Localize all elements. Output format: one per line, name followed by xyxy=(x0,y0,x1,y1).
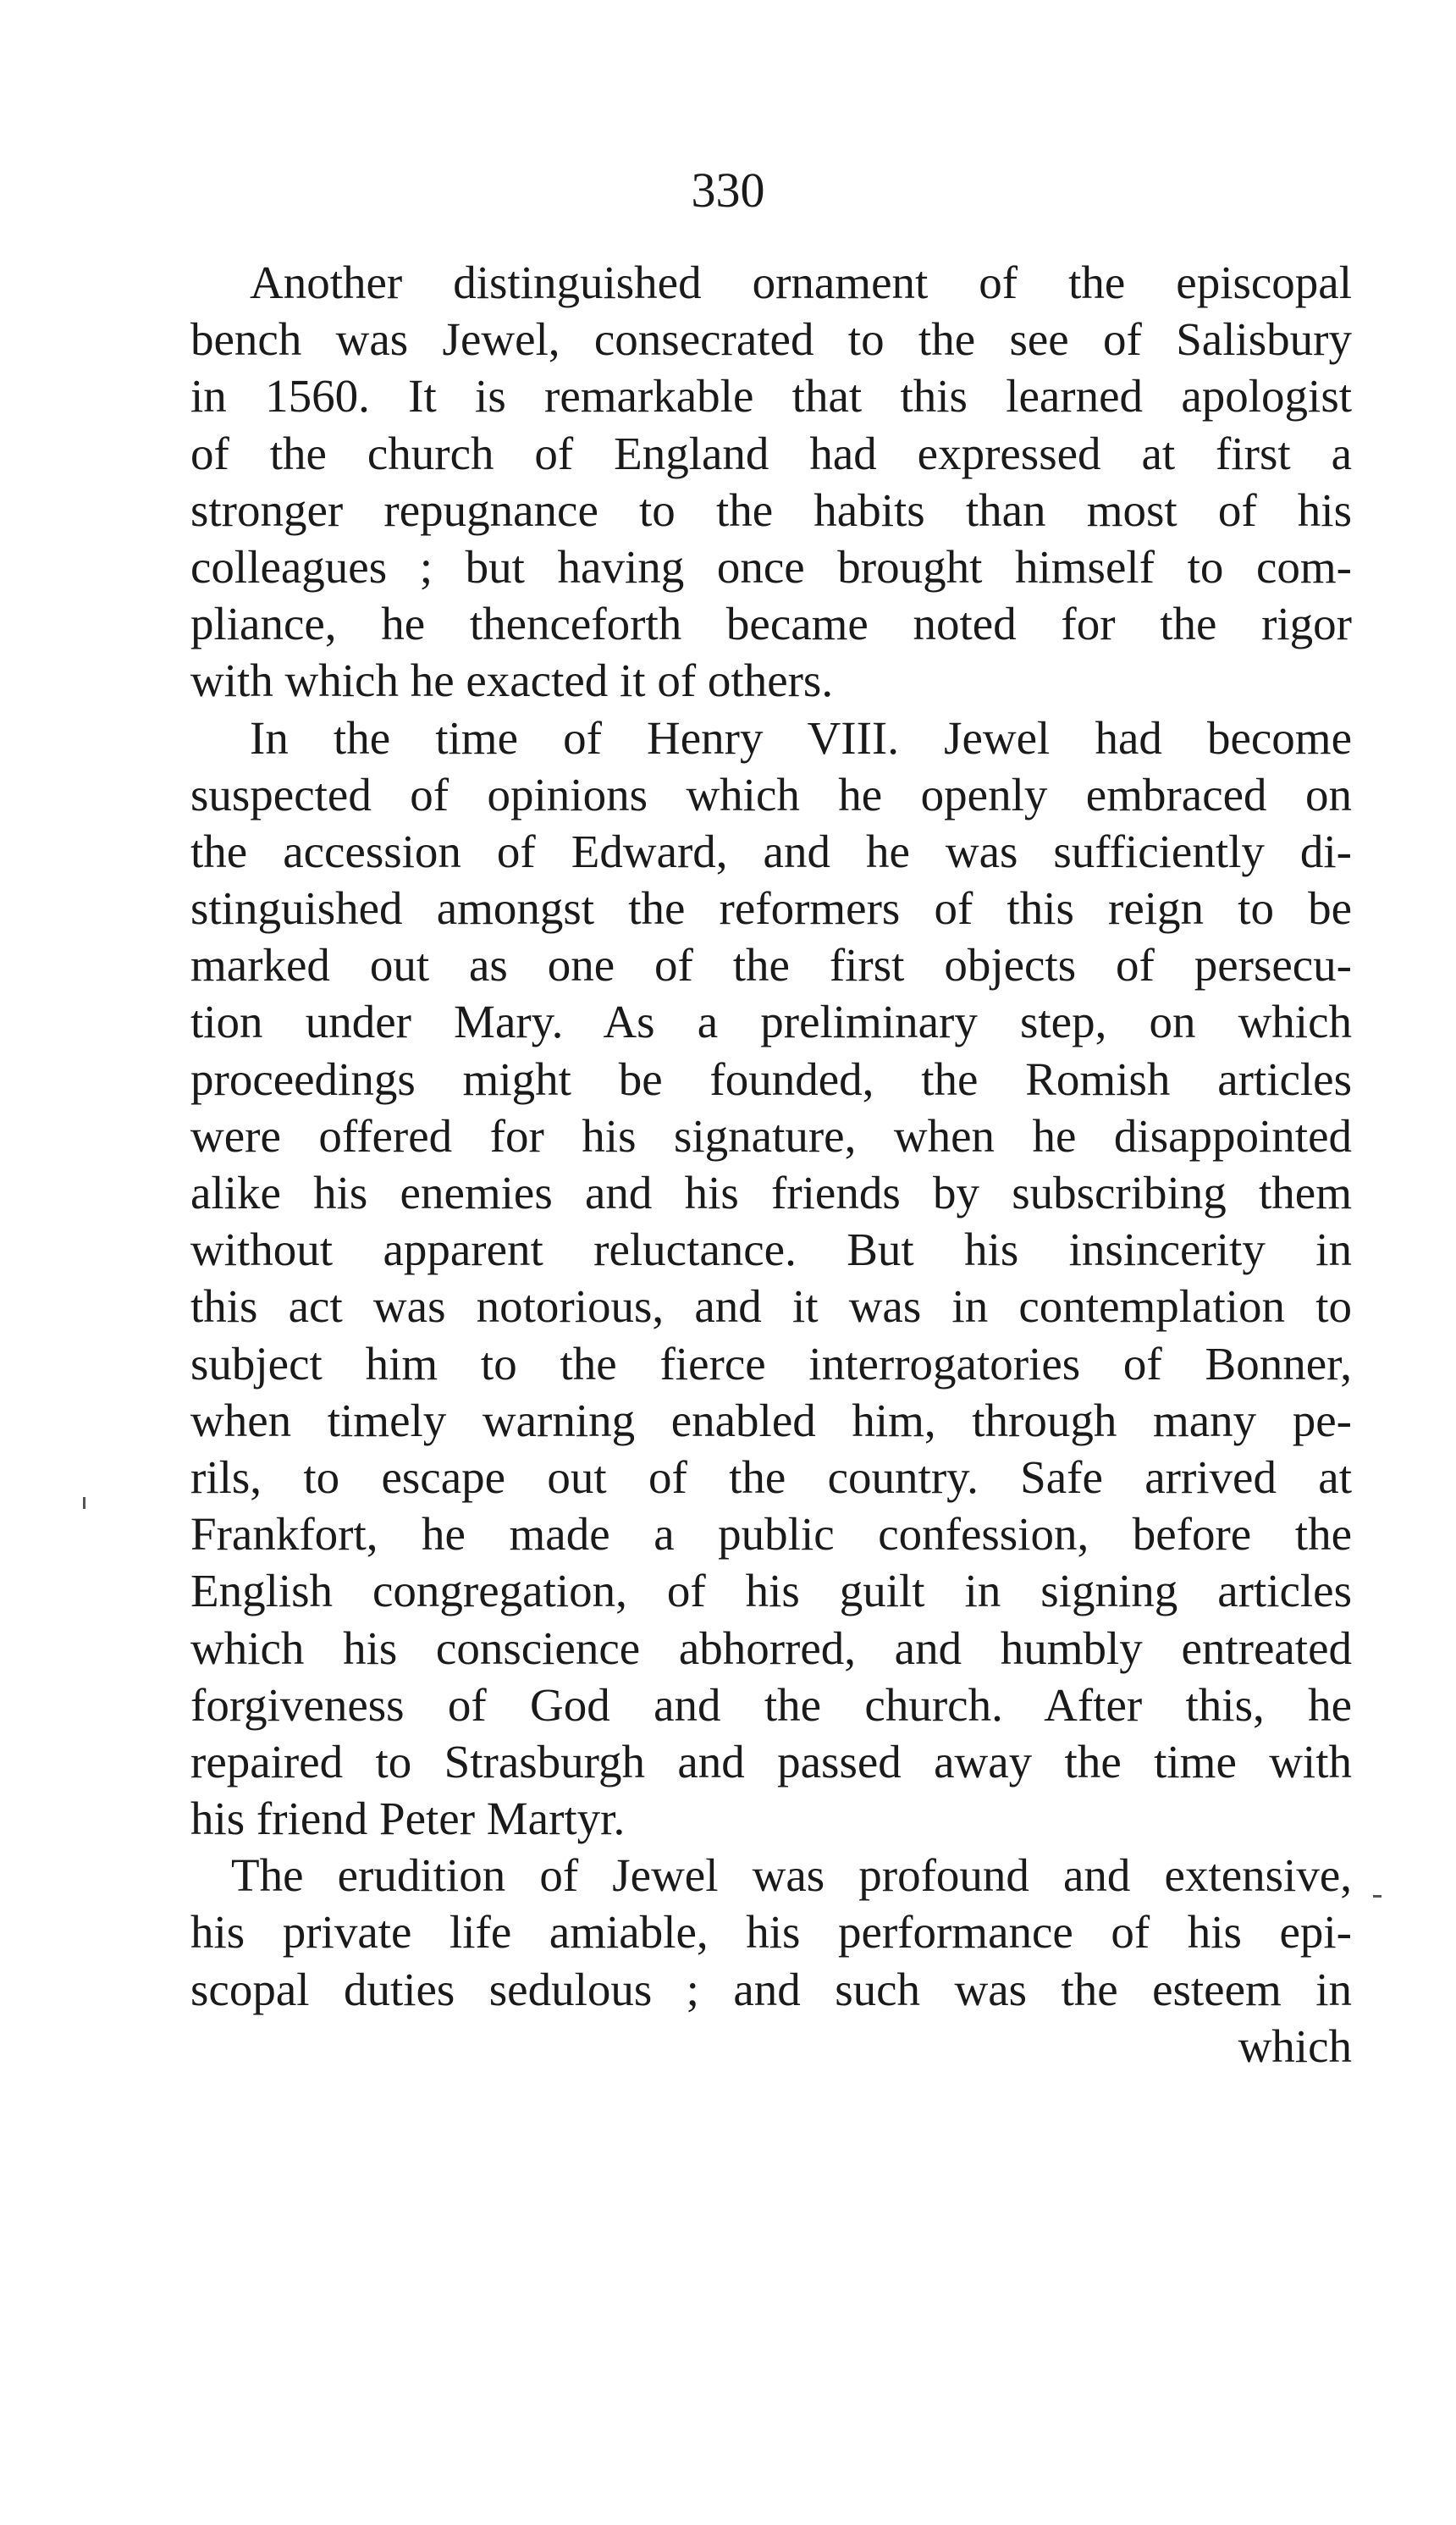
text-line: marked out as one of the first objects of persecu- xyxy=(190,939,1352,992)
paragraph xyxy=(190,710,1352,1848)
text-line: which his conscience abhorred, and humbly entreated xyxy=(190,1622,1352,1674)
text-line: subject him to the fierce interrogatories of Bonner, xyxy=(190,1337,1352,1390)
margin-mark xyxy=(1373,1895,1382,1898)
text-line: stronger repugnance to the habits than most of his xyxy=(190,483,1352,536)
text-line: the accession of Edward, and he was sufficiently di- xyxy=(190,825,1352,877)
text-line: when timely warning enabled him, through many pe- xyxy=(190,1394,1352,1446)
text-line: The erudition of Jewel was profound and extensive, xyxy=(231,1849,1352,1902)
page-number: 330 xyxy=(691,163,765,218)
text-line: forgiveness of God and the church. After this, he xyxy=(190,1678,1352,1731)
text-line: were offered for his signature, when he disappointed xyxy=(190,1109,1352,1162)
text-line: colleagues ; but having once brought himself to com- xyxy=(190,540,1352,593)
text-line: English congregation, of his guilt in signing articles xyxy=(190,1565,1352,1617)
paragraph xyxy=(190,1847,1352,2018)
text-line: rils, to escape out of the country. Safe arrived at xyxy=(190,1450,1352,1503)
text-line: Frankfort, he made a public confession, before the xyxy=(190,1508,1352,1561)
text-line: of the church of England had expressed at first a xyxy=(190,427,1352,479)
text-line: without apparent reluctance. But his insincerity in xyxy=(190,1224,1352,1276)
text-line: stinguished amongst the reformers of this reign to be xyxy=(190,882,1352,935)
text-line: scopal duties sedulous ; and such was the esteem in xyxy=(190,1963,1352,2015)
text-line: tion under Mary. As a preliminary step, on which xyxy=(190,996,1352,1048)
text-line: suspected of opinions which he openly embraced on xyxy=(190,768,1352,820)
text-line: In the time of Henry VIII. Jewel had become xyxy=(250,711,1352,764)
body-text xyxy=(190,254,1352,2075)
text-line: alike his enemies and his friends by subscribing them xyxy=(190,1167,1352,1218)
text-line: with which he exacted it of others. xyxy=(190,655,834,707)
text-line: this act was notorious, and it was in contemplation to xyxy=(190,1280,1352,1333)
catchword: which xyxy=(1238,2019,1352,2072)
text-line: repaired to Strasburgh and passed away the time with xyxy=(190,1735,1352,1787)
text-line: pliance, he thenceforth became noted for the rigor xyxy=(190,598,1352,650)
text-line: bench was Jewel, consecrated to the see of Salisbury xyxy=(190,313,1352,366)
text-line: his private life amiable, his performance of his epi- xyxy=(190,1906,1352,1959)
text-line: proceedings might be founded, the Romish articles xyxy=(190,1053,1352,1105)
text-line: his friend Peter Martyr. xyxy=(190,1793,626,1845)
text-line: Another distinguished ornament of the episcopal xyxy=(250,257,1352,308)
margin-mark xyxy=(83,1497,85,1509)
text-line: in 1560. It is remarkable that this learned apologist xyxy=(190,370,1352,423)
paragraph xyxy=(190,254,1352,710)
